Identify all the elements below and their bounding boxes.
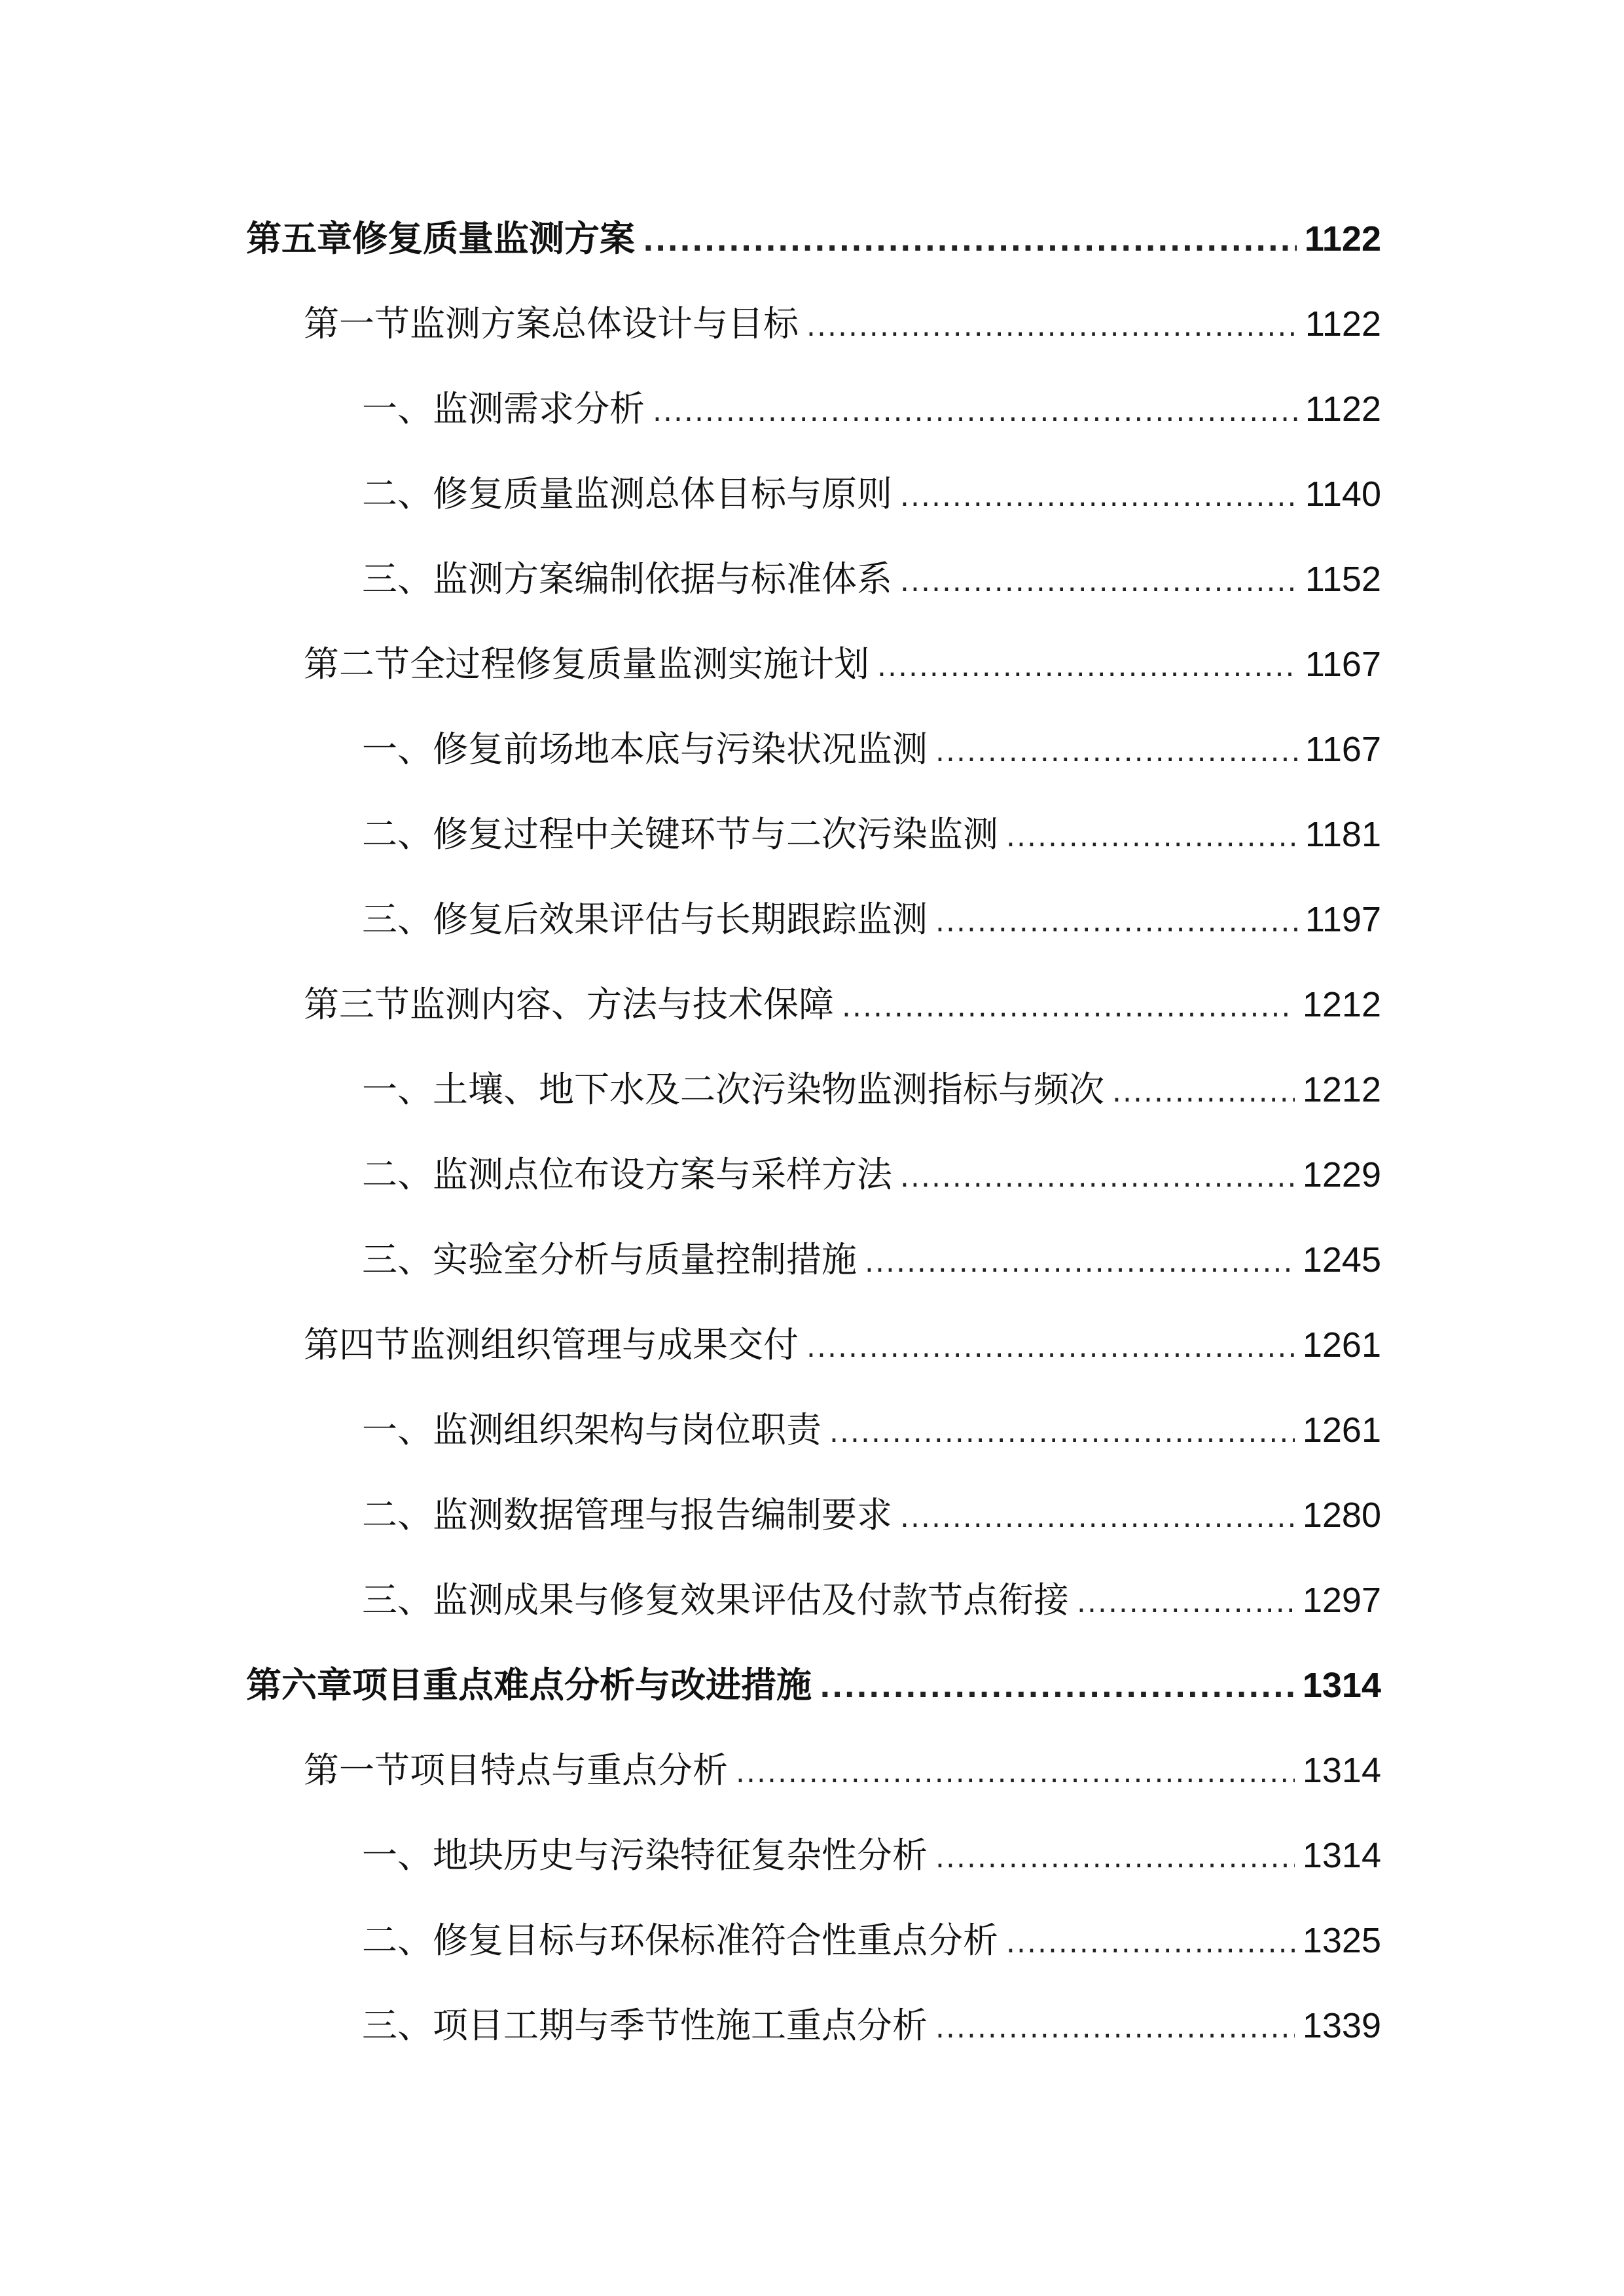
toc-entry-title: 三、修复后效果评估与长期跟踪监测: [362, 899, 928, 940]
toc-entry-item[interactable]: [362, 723, 1381, 776]
toc-entry-page: 1167: [1305, 645, 1381, 684]
toc-entry-title: 二、修复过程中关键环节与二次污染监测: [362, 814, 998, 855]
toc-entry-page: 1297: [1302, 1581, 1381, 1620]
toc-entry-title: 第五章修复质量监测方案: [246, 218, 635, 259]
toc-entry-page: 1181: [1305, 815, 1381, 854]
toc-entry-page: 1261: [1302, 1325, 1381, 1365]
toc-entry-item[interactable]: [362, 2000, 1381, 2052]
toc-entry-section[interactable]: [304, 638, 1381, 691]
toc-entry-title: 一、地块历史与污染特征复杂性分析: [362, 1835, 928, 1876]
toc-entry-title: 一、监测需求分析: [362, 388, 645, 429]
toc-entry-item[interactable]: [362, 468, 1381, 520]
toc-entry-page: 1212: [1302, 985, 1381, 1024]
toc-entry-chapter-6[interactable]: [246, 1659, 1381, 1712]
toc-entry-title: 一、修复前场地本底与污染状况监测: [362, 728, 928, 770]
toc-entry-title: 第四节监测组织管理与成果交付: [304, 1324, 799, 1365]
dot-leader: [900, 471, 1297, 523]
dot-leader: [820, 1662, 1295, 1714]
dot-leader: [736, 1747, 1295, 1799]
toc-entry-item[interactable]: [362, 1574, 1381, 1626]
toc-entry-item[interactable]: [362, 808, 1381, 861]
toc-entry-title: 一、土壤、地下水及二次污染物监测指标与频次: [362, 1069, 1104, 1110]
toc-entry-page: 1280: [1302, 1496, 1381, 1535]
toc-entry-section[interactable]: [304, 1744, 1381, 1797]
toc-entry-title: 第一节项目特点与重点分析: [304, 1749, 728, 1791]
toc-entry-title: 三、项目工期与季节性施工重点分析: [362, 2005, 928, 2046]
toc-entry-item[interactable]: [362, 1489, 1381, 1541]
dot-leader: [653, 386, 1297, 438]
toc-entry-title: 二、修复目标与环保标准符合性重点分析: [362, 1920, 998, 1961]
toc-entry-page: 1229: [1302, 1155, 1381, 1194]
toc-entry-page: 1140: [1305, 475, 1381, 514]
toc-entry-page: 1122: [1305, 389, 1381, 429]
toc-entry-title: 二、修复质量监测总体目标与原则: [362, 473, 892, 514]
toc-entry-item[interactable]: [362, 1149, 1381, 1201]
toc-entry-page: 1212: [1302, 1070, 1381, 1109]
dot-leader: [643, 215, 1297, 268]
toc-entry-page: 1122: [1305, 304, 1381, 344]
toc-entry-item[interactable]: [362, 553, 1381, 605]
dot-leader: [935, 726, 1297, 778]
toc-entry-title: 第二节全过程修复质量监测实施计划: [304, 643, 869, 685]
dot-leader: [806, 300, 1297, 353]
dot-leader: [1006, 1917, 1295, 1969]
toc-entry-title: 第三节监测内容、方法与技术保障: [304, 984, 834, 1025]
dot-leader: [1112, 1066, 1295, 1119]
toc-entry-title: 第六章项目重点难点分析与改进措施: [246, 1664, 812, 1706]
toc-entry-item[interactable]: [362, 1234, 1381, 1286]
toc-entry-chapter-5[interactable]: [246, 213, 1381, 265]
dot-leader: [935, 896, 1297, 948]
toc-entry-page: 1152: [1305, 560, 1381, 599]
toc-entry-item[interactable]: [362, 1914, 1381, 1967]
toc-entry-page: 1314: [1302, 1666, 1381, 1705]
toc-entry-page: 1122: [1304, 219, 1381, 259]
toc-entry-section[interactable]: [304, 978, 1381, 1031]
dot-leader: [1077, 1577, 1295, 1629]
toc-entry-section[interactable]: [304, 298, 1381, 350]
toc-entry-title: 三、监测方案编制依据与标准体系: [362, 558, 892, 600]
dot-leader: [935, 2002, 1295, 2054]
dot-leader: [865, 1236, 1295, 1289]
toc-entry-item[interactable]: [362, 1404, 1381, 1456]
dot-leader: [935, 1832, 1295, 1884]
toc-entry-title: 二、监测数据管理与报告编制要求: [362, 1494, 892, 1535]
toc-entry-title: 三、实验室分析与质量控制措施: [362, 1239, 857, 1280]
toc-entry-section[interactable]: [304, 1319, 1381, 1371]
toc-entry-title: 二、监测点位布设方案与采样方法: [362, 1154, 892, 1195]
dot-leader: [806, 1321, 1295, 1374]
toc-entry-title: 三、监测成果与修复效果评估及付款节点衔接: [362, 1579, 1069, 1621]
toc-entry-item[interactable]: [362, 1064, 1381, 1116]
dot-leader: [877, 641, 1297, 693]
dot-leader: [900, 1151, 1295, 1204]
toc-entry-page: 1339: [1302, 2006, 1381, 2045]
toc-entry-page: 1261: [1302, 1410, 1381, 1450]
toc-entry-page: 1314: [1302, 1836, 1381, 1875]
dot-leader: [829, 1407, 1295, 1459]
toc-entry-page: 1314: [1302, 1751, 1381, 1790]
toc-entry-item[interactable]: [362, 1829, 1381, 1882]
toc-entry-item[interactable]: [362, 893, 1381, 946]
toc-entry-page: 1325: [1302, 1921, 1381, 1960]
dot-leader: [842, 981, 1295, 1033]
dot-leader: [900, 1492, 1295, 1544]
toc-entry-title: 一、监测组织架构与岗位职责: [362, 1409, 821, 1450]
toc-entry-page: 1197: [1305, 900, 1381, 939]
toc-entry-page: 1167: [1305, 730, 1381, 769]
dot-leader: [1006, 811, 1297, 863]
toc-entry-item[interactable]: [362, 383, 1381, 435]
toc-entry-page: 1245: [1302, 1240, 1381, 1280]
dot-leader: [900, 556, 1297, 608]
toc-entry-title: 第一节监测方案总体设计与目标: [304, 303, 799, 344]
